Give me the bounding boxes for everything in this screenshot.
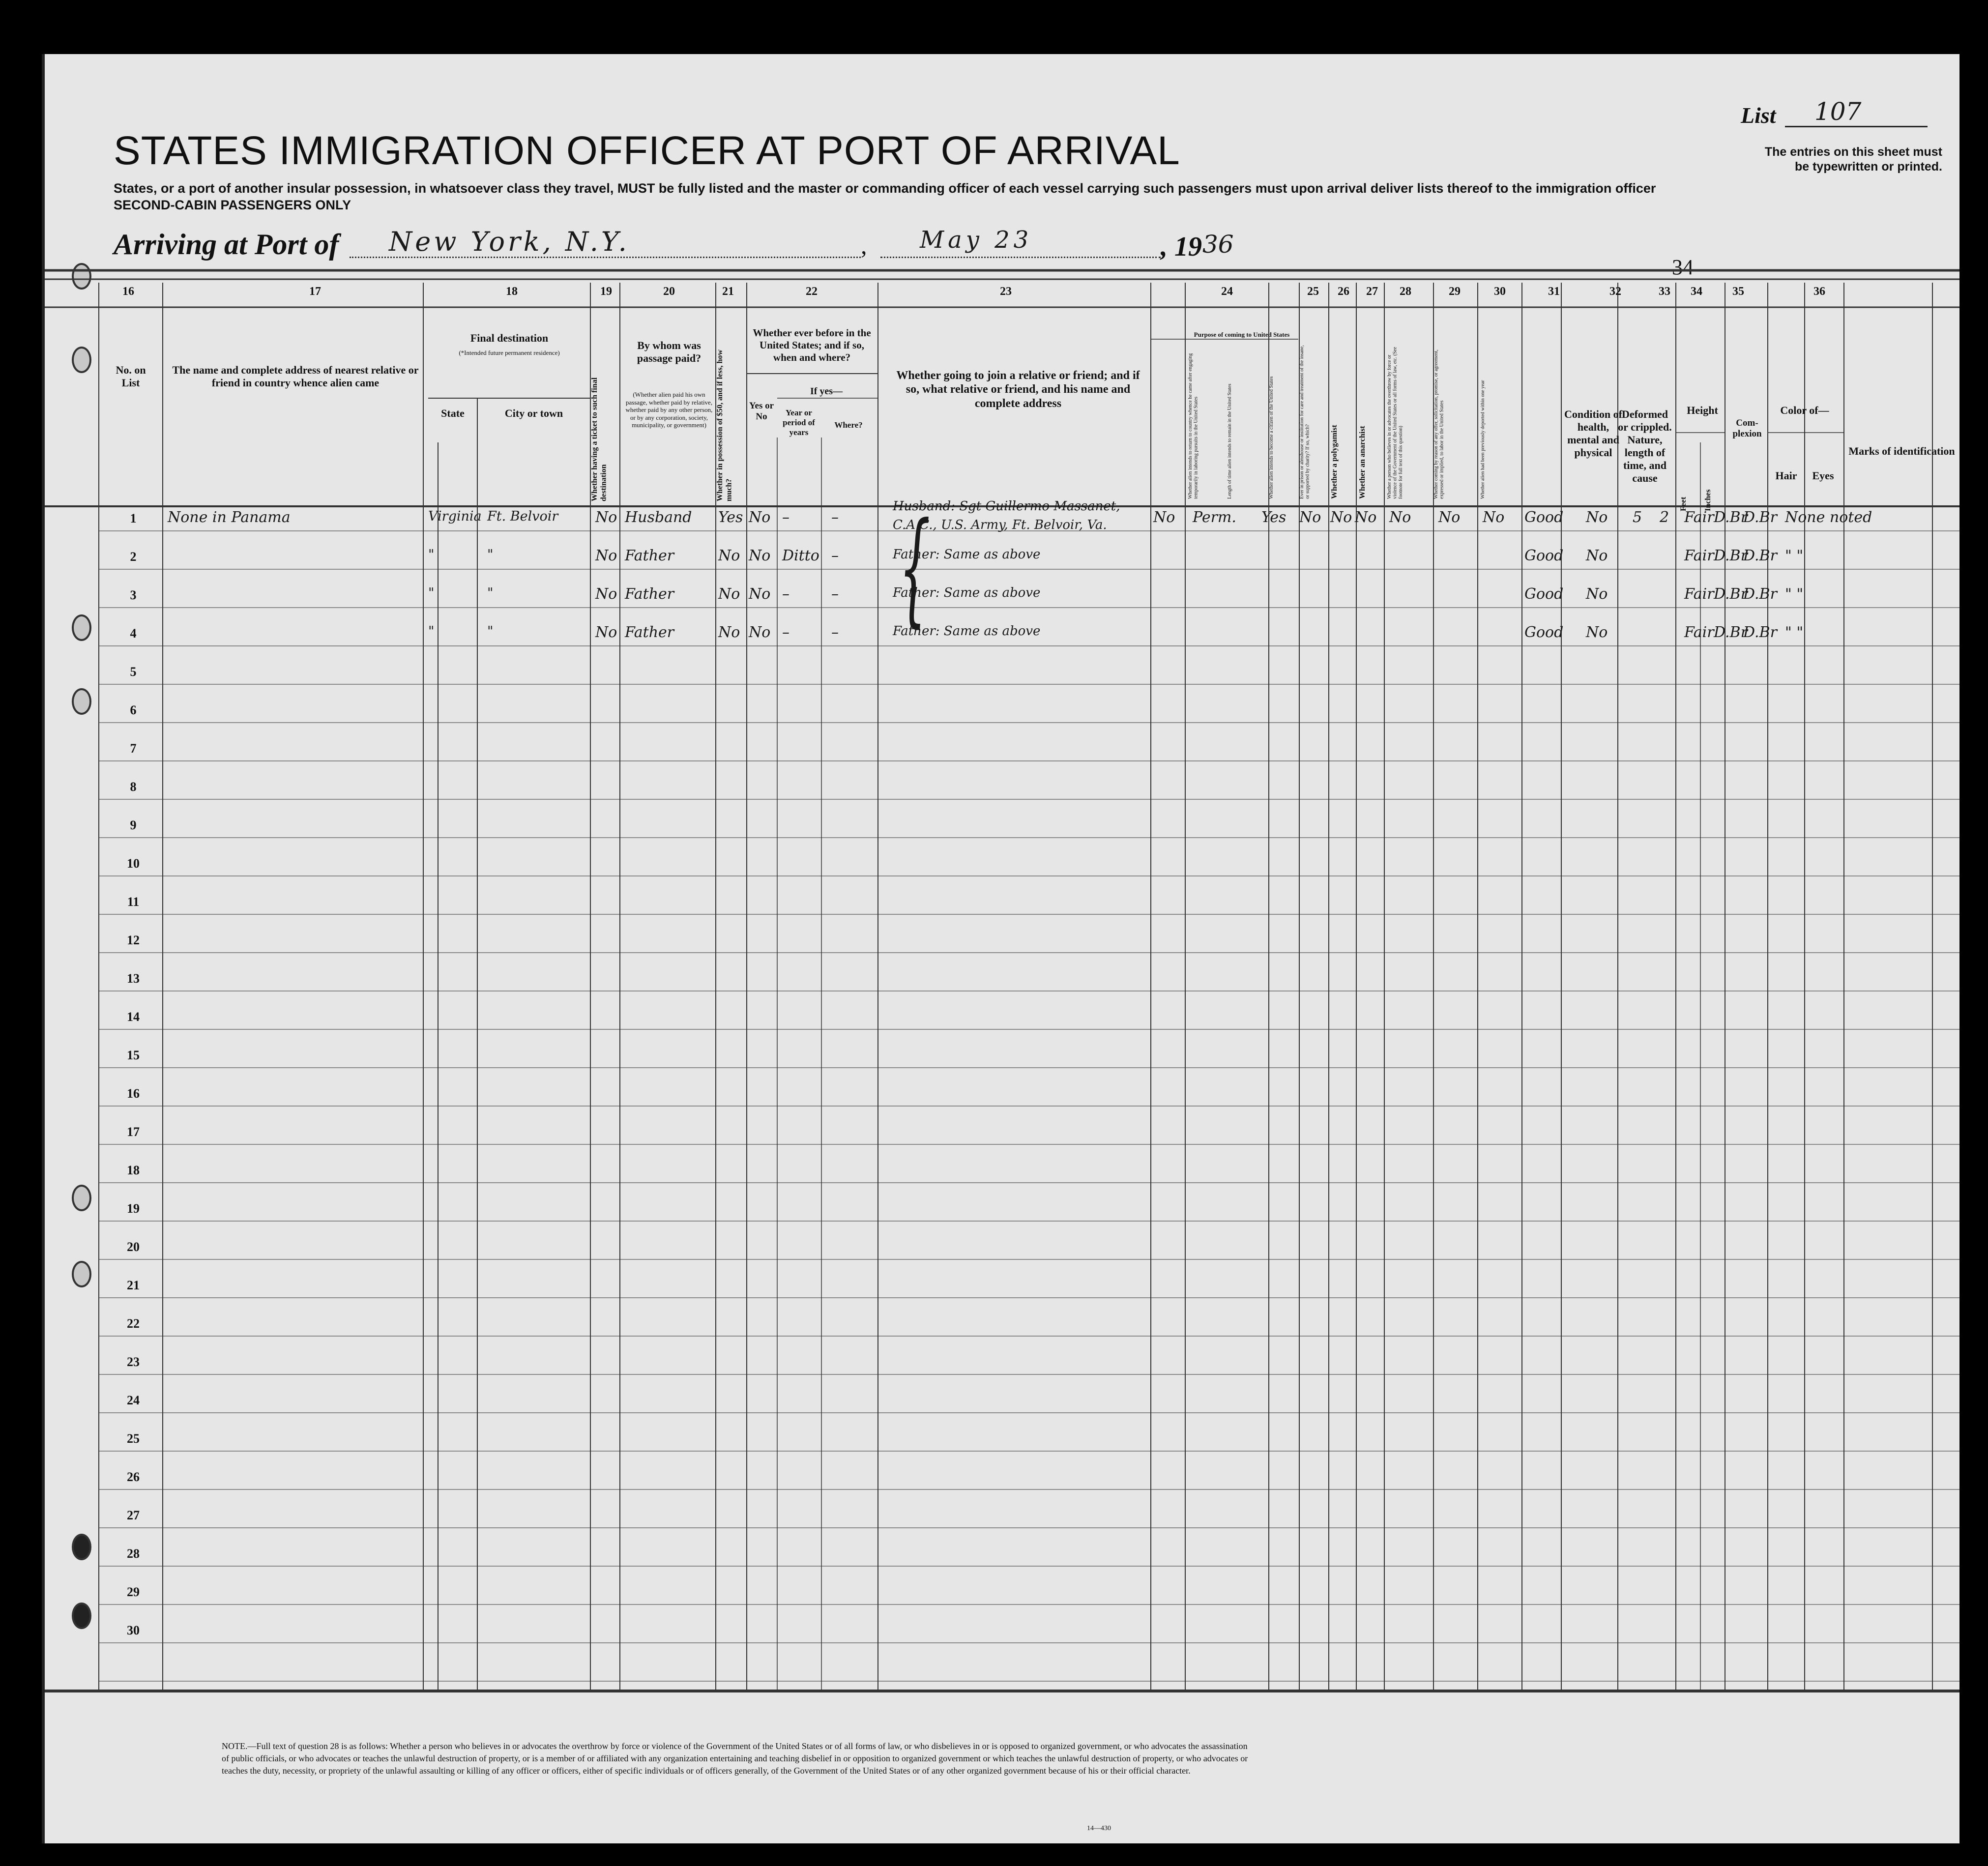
entry-city: "	[487, 547, 494, 562]
entry-state: "	[428, 547, 435, 562]
colnum-27: 27	[1366, 285, 1378, 298]
row-number: 23	[127, 1355, 140, 1369]
row-number: 13	[127, 971, 140, 986]
header-purpose-length: Length of time alien intends to remain in the United States	[1227, 383, 1232, 499]
header-state: State	[441, 407, 465, 419]
header-complexion: Com-plexion	[1732, 418, 1762, 439]
row-number: 20	[127, 1240, 140, 1254]
entry-paid: Father	[625, 547, 674, 564]
header-purpose-return: Whether alien intends to return to country whence he came after engaging temporarily in laboring pursuits in the United States	[1188, 353, 1199, 499]
colnum-36: 36	[1813, 285, 1825, 298]
row-number: 29	[127, 1585, 140, 1599]
colnum-17: 17	[309, 285, 321, 298]
colnum-16: 16	[122, 285, 134, 298]
row-number: 17	[127, 1125, 140, 1139]
header-condition: Condition of health, mental and physical	[1564, 408, 1622, 459]
entry-hair: D.Br	[1714, 585, 1748, 603]
header-possession-50: Whether in possession of $50, and if less, how much?	[716, 349, 733, 501]
entry-p_return: No	[1153, 509, 1175, 526]
entry-join-line2: C.A.C., U.S. Army, Ft. Belvoir, Va.	[893, 518, 1107, 532]
row-number: 18	[127, 1163, 140, 1177]
table-grid	[45, 54, 1959, 1843]
entry-fifty: No	[718, 624, 740, 641]
entry-ticket: No	[595, 624, 617, 641]
page-number: 34	[1672, 255, 1694, 279]
row-number: 26	[127, 1470, 140, 1484]
entry-complexion: Fair	[1684, 509, 1714, 526]
entry-year: –	[782, 585, 789, 603]
row-number: 21	[127, 1278, 140, 1292]
page-title: STATES IMMIGRATION OFFICER AT PORT OF ARRIVAL	[114, 128, 1180, 173]
entry-join: Father: Same as above	[893, 585, 1041, 600]
port-value: New York, N.Y.	[389, 226, 630, 257]
colnum-28: 28	[1400, 285, 1411, 298]
header-polygamist: Whether a polygamist	[1330, 425, 1339, 499]
entries-note-line-1: The entries on this sheet must	[1764, 145, 1942, 159]
header-final-destination-note: (*Intended future permanent residence)	[459, 349, 560, 356]
entry-deformed: No	[1586, 585, 1608, 603]
header-where: Where?	[834, 420, 863, 430]
row-number: 16	[127, 1086, 140, 1101]
entry-year: –	[782, 624, 789, 641]
entry-year: Ditto	[782, 547, 819, 564]
header-purpose: Purpose of coming to United States	[1194, 331, 1290, 338]
header-yes-or-no: Yes or No	[749, 401, 774, 422]
colnum-20: 20	[663, 285, 675, 298]
entry-where: –	[831, 509, 839, 526]
entry-ever: No	[749, 585, 771, 603]
entry-state: Virginia	[428, 509, 482, 524]
entry-condition: Good	[1524, 624, 1564, 641]
entry-state: "	[428, 624, 435, 639]
year-prefix: , 19	[1161, 232, 1202, 262]
header-eyes: Eyes	[1812, 469, 1834, 482]
date-value: May 23	[920, 226, 1033, 254]
header-hair: Hair	[1775, 469, 1797, 482]
entry-marks: None noted	[1785, 509, 1872, 526]
entry-polyg: No	[1330, 509, 1352, 526]
header-final-destination: Final destination	[470, 332, 549, 344]
comma: ,	[861, 232, 867, 259]
entry-deformed: No	[1586, 547, 1608, 564]
row-number: 30	[127, 1623, 140, 1637]
header-relative-address: The name and complete address of nearest relative or friend in country whence alien came	[172, 364, 419, 389]
entry-fifty: No	[718, 547, 740, 564]
entry-complexion: Fair	[1684, 624, 1714, 641]
row-number: 22	[127, 1316, 140, 1331]
entry-deformed: No	[1586, 624, 1608, 641]
entry-marks: " "	[1785, 624, 1804, 641]
entry-hair: D.Br	[1714, 547, 1748, 564]
entries-note-line-2: be typewritten or printed.	[1794, 160, 1942, 174]
entry-condition: Good	[1524, 585, 1564, 603]
header-deformed: Deformed or crippled. Nature, length of time, and cause	[1618, 408, 1672, 484]
entry-feet: 5	[1633, 509, 1642, 526]
entry-paid: Father	[625, 624, 674, 641]
entry-eyes: D.Br	[1743, 547, 1777, 564]
row-number: 25	[127, 1431, 140, 1446]
form-number: 14—430	[1087, 1825, 1111, 1832]
entry-where: –	[831, 624, 839, 641]
colnum-22: 22	[806, 285, 818, 298]
colnum-19: 19	[600, 285, 612, 298]
entry-marks: " "	[1785, 547, 1804, 564]
colnum-21: 21	[722, 285, 734, 298]
entry-ever: No	[749, 509, 771, 526]
entry-hair: D.Br	[1714, 509, 1748, 526]
colnum-18: 18	[506, 285, 518, 298]
list-label: List	[1741, 103, 1776, 128]
header-feet: Feet	[1679, 496, 1688, 511]
arriving-label: Arriving at Port of	[114, 228, 339, 261]
header-inches: Inches	[1704, 489, 1712, 511]
row-number: 2	[130, 550, 137, 564]
entry-ticket: No	[595, 509, 617, 526]
entry-where: –	[831, 547, 839, 564]
row-number: 5	[130, 665, 137, 679]
row-number: 11	[127, 895, 140, 909]
entry-ever: No	[749, 547, 771, 564]
entry-anarch: No	[1355, 509, 1377, 526]
entry-fifty: Yes	[718, 509, 743, 526]
row-number: 3	[130, 588, 137, 602]
row-number: 1	[130, 511, 137, 525]
subtitle-line-2: SECOND-CABIN PASSENGERS ONLY	[114, 198, 351, 212]
colnum-35: 35	[1732, 285, 1744, 298]
entry-state: "	[428, 585, 435, 601]
entry-complexion: Fair	[1684, 585, 1714, 603]
row-number: 6	[130, 703, 137, 717]
row-number: 28	[127, 1546, 140, 1561]
manifest-sheet	[42, 54, 1959, 1843]
colnum-23: 23	[1000, 285, 1012, 298]
colnum-34: 34	[1691, 285, 1702, 298]
entry-hair: D.Br	[1714, 624, 1748, 641]
entry-ticket: No	[595, 547, 617, 564]
entry-overthrow: No	[1389, 509, 1411, 526]
colnum-25: 25	[1307, 285, 1319, 298]
row-number: 14	[127, 1010, 140, 1024]
colnum-30: 30	[1494, 285, 1506, 298]
entry-marks: " "	[1785, 585, 1804, 603]
entry-fifty: No	[718, 585, 740, 603]
entry-eyes: D.Br	[1743, 509, 1777, 526]
entry-city: "	[487, 585, 494, 601]
entry-join: Father: Same as above	[893, 624, 1041, 639]
row-number: 8	[130, 780, 137, 794]
colnum-26: 26	[1338, 285, 1349, 298]
row-number: 10	[127, 856, 140, 871]
row-number: 15	[127, 1048, 140, 1062]
header-ever-before: Whether ever before in the United States; and if so, when and where?	[753, 327, 871, 363]
entry-p_citizen: Yes	[1261, 509, 1286, 526]
row-number: 19	[127, 1201, 140, 1216]
year-suffix: 36	[1202, 230, 1234, 259]
entry-join: Husband: Sgt Guillermo Massanet,	[893, 499, 1120, 514]
entry-year: –	[782, 509, 789, 526]
header-deported: Whether alien had been previously deported within one year	[1480, 380, 1486, 499]
colnum-29: 29	[1449, 285, 1461, 298]
entry-ever: No	[749, 624, 771, 641]
entry-join: Father: Same as above	[893, 547, 1041, 562]
row-number: 27	[127, 1508, 140, 1522]
colnum-32: 32	[1609, 285, 1621, 298]
row-number: 9	[130, 818, 137, 832]
header-color-of: Color of—	[1780, 404, 1829, 416]
entry-city: "	[487, 624, 494, 639]
entry-paid: Husband	[625, 509, 692, 526]
header-passage-paid: By whom was passage paid?	[637, 339, 702, 364]
colnum-33: 33	[1659, 285, 1670, 298]
row-number: 4	[130, 626, 137, 641]
entry-relative: None in Panama	[168, 509, 291, 526]
colnum-24: 24	[1221, 285, 1233, 298]
header-join-relative: Whether going to join a relative or friend; and if so, what relative or friend, and his name and complete address	[896, 369, 1140, 410]
header-ticket: Whether having a ticket to such final destination	[590, 377, 608, 501]
header-height: Height	[1687, 404, 1718, 416]
entry-p_length: Perm.	[1193, 509, 1236, 526]
row-number: 12	[127, 933, 140, 947]
subtitle-line-1: States, or a port of another insular possession, in whatsoever class they travel, MUST be fully listed and the master or commanding officer of each vessel carrying such passengers must upon arrival deliver lists thereof to the immigration officer	[114, 181, 1656, 196]
entry-where: –	[831, 585, 839, 603]
entry-condition: Good	[1524, 509, 1564, 526]
header-if-yes: If yes—	[810, 386, 843, 397]
entry-eyes: D.Br	[1743, 624, 1777, 641]
entry-deported: No	[1483, 509, 1505, 526]
entry-complexion: Fair	[1684, 547, 1714, 564]
footnote: NOTE.—Full text of question 28 is as follows: Whether a person who believes in or advocates the overthrow by force or violence of the Government of the United States or of all forms of law, or who disbelieves in or is opposed to organized government, or who advocates the assassination of public officials, or who advocates or teaches the unlawful destruction of property, or is a member of or affiliated with any organization entertaining and teaching disbelief in or opposition to organized government or which teaches the unlawful destruction of property, or who advocates or teaches the duty, necessity, or propriety of the unlawful assaulting or killing of any officer or officers, either of specific individuals or of officers generally, of the Government of the United States or of any other organized government because of his or their official character.	[222, 1741, 1248, 1776]
header-prison: Ever in prison or almshouse or institution for care and treatment of the insane, or supported by charity? If so, which?	[1299, 345, 1311, 499]
entry-prison: No	[1299, 509, 1321, 526]
header-city: City or town	[504, 407, 563, 419]
brace-icon: {	[899, 496, 931, 639]
row-number: 24	[127, 1393, 140, 1407]
entry-city: Ft. Belvoir	[487, 509, 558, 524]
header-marks: Marks of identification	[1848, 445, 1955, 457]
header-offer: Whether coming by reason of any offer, solicitation, promise, or agreement, expressed or implied, to labor in the United States	[1433, 350, 1445, 499]
entry-condition: Good	[1524, 547, 1564, 564]
header-no-on-list: No. on List	[116, 364, 146, 389]
entry-deformed: No	[1586, 509, 1608, 526]
entry-inches: 2	[1660, 509, 1669, 526]
header-anarchist: Whether an anarchist	[1358, 426, 1367, 499]
row-number: 7	[130, 741, 137, 756]
entry-offer: No	[1438, 509, 1461, 526]
list-number: 107	[1814, 97, 1862, 126]
entry-eyes: D.Br	[1743, 585, 1777, 603]
entry-ticket: No	[595, 585, 617, 603]
colnum-31: 31	[1548, 285, 1560, 298]
header-purpose-citizen: Whether alien intends to become a citizen of the United States	[1269, 376, 1274, 499]
header-overthrow: Whether a person who believes in or advocates the overthrow by force or violence of the Government of the United States or all forms of law, etc. (See footnote for full text of this question)	[1387, 347, 1403, 499]
header-year-period: Year or period of years	[783, 408, 815, 437]
entry-paid: Father	[625, 585, 674, 603]
header-passage-paid-note: (Whether alien paid his own passage, whether paid by relative, whether paid by any other person, or by any corporation, society, municipality, or government)	[625, 391, 713, 429]
